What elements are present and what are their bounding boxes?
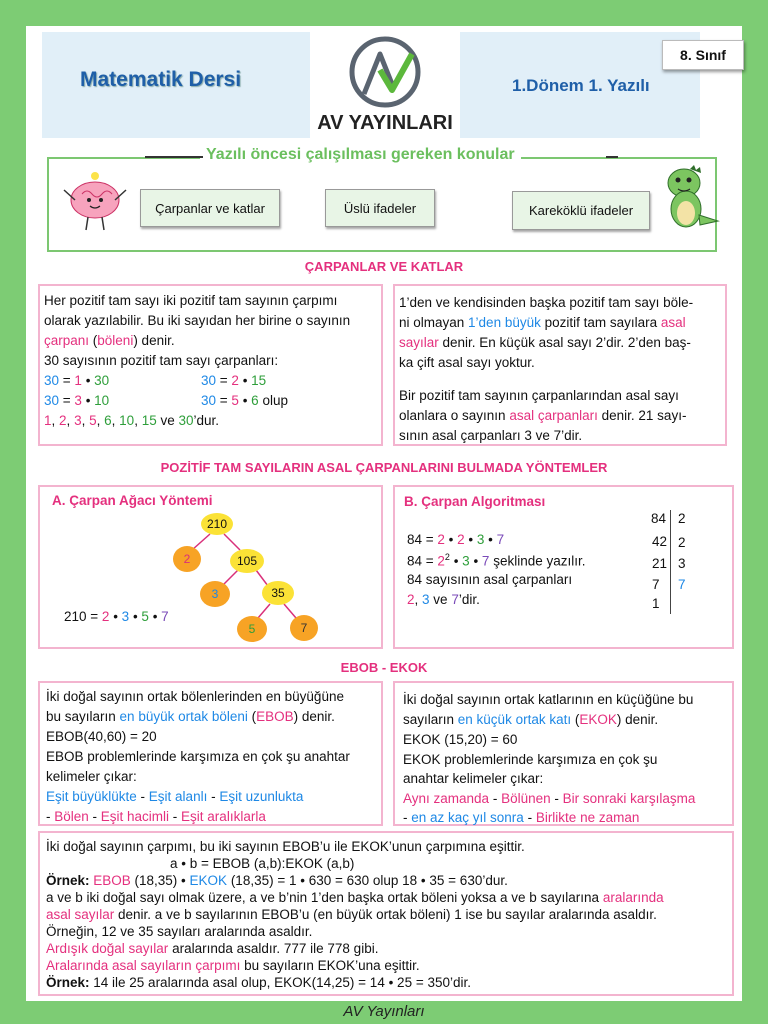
- keyword: Eşit hacimli: [100, 809, 170, 824]
- term-asal-carpanlari: asal çarpanları: [509, 408, 598, 423]
- carpanlar-left-line-2: olarak yazılabilir. Bu iki sayıdan her birine o sayının: [44, 313, 351, 328]
- logo-text: AV YAYINLARI: [317, 112, 453, 134]
- division-right-3: 3: [678, 556, 686, 571]
- bottom-line-8: [46, 958, 420, 973]
- op: =: [59, 373, 75, 388]
- tree-equation: [64, 609, 169, 624]
- text-fragment: olanlara o sayının: [399, 408, 510, 423]
- text-fragment: ) denir.: [616, 712, 659, 727]
- op: •: [444, 532, 458, 547]
- algo-line-2: [407, 552, 585, 569]
- text-fragment: (18,35) •: [130, 873, 190, 888]
- num: 3: [74, 413, 82, 428]
- num: 5: [231, 393, 239, 408]
- num: 15: [251, 373, 267, 388]
- text-fragment: bu sayıların: [46, 709, 120, 724]
- op: -: [550, 791, 563, 806]
- tree-method-title: A. Çarpan Ağacı Yöntemi: [52, 493, 213, 508]
- num: 2: [101, 609, 110, 624]
- tree-node-210: 210: [201, 513, 233, 535]
- ebob-keywords-2: [46, 809, 266, 824]
- text-fragment: aralarında asaldır. 777 ile 778 gibi.: [168, 941, 379, 956]
- keyword: Eşit aralıklarla: [181, 809, 266, 824]
- op: •: [109, 609, 122, 624]
- term-aralarinda: aralarında: [602, 890, 664, 905]
- example-label: Örnek:: [46, 975, 90, 990]
- ekok-line-5: anahtar kelimeler çıkar:: [403, 771, 544, 786]
- term-ebob: EBOB: [93, 873, 131, 888]
- footer-publisher: AV Yayınları: [343, 1003, 425, 1020]
- algo-line-1: [407, 532, 504, 547]
- text-fragment: bu sayıların EKOK’una eşittir.: [240, 958, 420, 973]
- text-fragment: (: [247, 709, 257, 724]
- ebob-line-4: EBOB problemlerinde karşımıza en çok şu anahtar: [46, 749, 350, 764]
- section-title-yontemler: POZİTİF TAM SAYILARIN ASAL ÇARPANLARINI BULMADA YÖNTEMLER: [160, 460, 608, 475]
- num: 3: [462, 553, 470, 569]
- text-fragment: denir. a ve b sayılarının EBOB’u (en büyük ortak böleni) 1 ise bu sayılar aralarında asaldır.: [114, 907, 657, 922]
- op: •: [148, 609, 162, 624]
- num: 7: [481, 553, 490, 569]
- op: ve: [429, 592, 452, 607]
- exam-title: 1.Dönem 1. Yazılı: [512, 76, 650, 95]
- keyword: Eşit alanlı: [148, 789, 208, 804]
- num: 2: [437, 532, 445, 547]
- term-asal: asal: [660, 315, 686, 330]
- text-fragment: (18,35) = 1 • 630 = 630 olup 18 • 35 = 630’dur.: [227, 873, 508, 888]
- num: 7: [496, 532, 505, 547]
- ekok-line-2: [403, 712, 658, 727]
- algo-line-3: 84 sayısının asal çarpanları: [407, 572, 573, 587]
- op: -: [523, 810, 536, 825]
- text-fragment: pozitif tam sayılara: [540, 315, 661, 330]
- bottom-line-5: [46, 907, 657, 922]
- division-divider: [670, 510, 671, 614]
- ekok-line-3: EKOK (15,20) = 60: [403, 732, 518, 747]
- text-fragment: 14 ile 25 aralarında asal olup, EKOK(14,25) = 14 • 25 = 350’dir.: [89, 975, 471, 990]
- bottom-line-1: İki doğal sayının çarpımı, bu iki sayının EBOB’u ile EKOK’unun çarpımına eşittir.: [46, 839, 525, 854]
- division-left-3: 21: [652, 556, 668, 571]
- ebob-keywords-1: [46, 789, 303, 804]
- keyword: Aynı zamanda: [403, 791, 490, 806]
- ebob-line-5: kelimeler çıkar:: [46, 769, 137, 784]
- term-ekok-full: en küçük ortak katı: [457, 712, 572, 727]
- text-fragment: ) denir.: [293, 709, 335, 724]
- ekok-keywords-2: [403, 810, 639, 825]
- term-ekok: EKOK: [579, 712, 617, 727]
- grade-badge: 8. Sınıf: [662, 40, 744, 70]
- num: 84 =: [407, 553, 438, 569]
- op: -: [207, 789, 220, 804]
- op: olup: [258, 393, 288, 408]
- num: 3: [422, 592, 430, 607]
- op: ,: [66, 413, 75, 428]
- keyword: Eşit büyüklükte: [46, 789, 137, 804]
- tree-node-105: 105: [230, 549, 264, 573]
- bottom-example-1: [46, 873, 508, 888]
- asal-line-1: 1’den ve kendisinden başka pozitif tam sayı böle-: [399, 295, 694, 310]
- topic-chip-2: Üslü ifadeler: [325, 189, 435, 227]
- keyword: Birlikte ne zaman: [535, 810, 640, 825]
- op: ,: [81, 413, 90, 428]
- num: 30: [201, 393, 217, 408]
- asal-line-5: Bir pozitif tam sayının çarpanlarından asal sayı: [399, 388, 679, 403]
- bottom-example-2: [46, 975, 471, 990]
- division-left-5: 1: [652, 596, 660, 611]
- op: -: [489, 791, 502, 806]
- op: -: [169, 809, 182, 824]
- asal-line-7: sının asal çarpanları 3 ve 7’dir.: [399, 428, 583, 443]
- algo-line-4: [407, 592, 480, 607]
- num: 2: [457, 532, 465, 547]
- op: ,: [96, 413, 105, 428]
- ebob-line-3: EBOB(40,60) = 20: [46, 729, 157, 744]
- term-birden-buyuk: 1’den büyük: [468, 315, 541, 330]
- op: •: [238, 373, 252, 388]
- ebob-line-2: [46, 709, 335, 724]
- ekok-line-1: İki doğal sayının ortak katlarının en küçüğüne bu: [403, 692, 694, 707]
- division-right-1: 2: [678, 511, 686, 526]
- op: •: [469, 553, 482, 569]
- term-ebob: EBOB: [256, 709, 294, 724]
- op: =: [59, 393, 75, 408]
- ekok-keywords-1: [403, 791, 695, 806]
- term-ardisik: Ardışık doğal sayılar: [46, 941, 169, 956]
- num: 30: [44, 373, 60, 388]
- num: 30: [178, 413, 194, 428]
- num: 2: [231, 373, 239, 388]
- num: 210 =: [64, 609, 102, 624]
- tree-node-3: 3: [200, 581, 230, 607]
- keyword: Bölünen: [501, 791, 551, 806]
- num: 84 =: [407, 532, 438, 547]
- text-fragment: denir. 21 sayı-: [597, 408, 687, 423]
- num: 1: [74, 373, 82, 388]
- op: ve: [156, 413, 179, 428]
- op: •: [81, 373, 95, 388]
- num: 6: [251, 393, 259, 408]
- algorithm-title: B. Çarpan Algoritması: [404, 494, 546, 509]
- num: 2: [437, 553, 445, 569]
- op: -: [46, 809, 55, 824]
- num: 2: [407, 592, 415, 607]
- num: 10: [119, 413, 135, 428]
- bottom-line-7: [46, 941, 378, 956]
- topic-chip-3: Kareköklü ifadeler: [512, 191, 650, 230]
- text-fragment: (: [89, 333, 98, 348]
- ebob-line-1: İki doğal sayının ortak bölenlerinden en büyüğüne: [46, 689, 344, 704]
- num: 15: [141, 413, 157, 428]
- op: =: [216, 373, 232, 388]
- op: =: [216, 393, 232, 408]
- asal-line-4: ka çift asal sayı yoktur.: [399, 355, 535, 370]
- text-fragment: ni olmayan: [399, 315, 469, 330]
- op: ’dur.: [193, 413, 220, 428]
- text-fragment: (: [571, 712, 580, 727]
- text-fragment: ) denir.: [133, 333, 175, 348]
- num: 3: [476, 532, 485, 547]
- text-fragment: şeklinde yazılır.: [489, 553, 586, 569]
- op: •: [449, 553, 463, 569]
- tree-node-5: 5: [237, 616, 267, 642]
- section-title-carpanlar: ÇARPANLAR VE KATLAR: [304, 259, 464, 274]
- division-left-1: 84: [651, 511, 667, 526]
- num: 30: [201, 373, 217, 388]
- carpanlar-left-line-4: 30 sayısının pozitif tam sayı çarpanları:: [44, 353, 279, 368]
- text-fragment: denir. En küçük asal sayı 2’dir. 2’den baş-: [438, 335, 691, 350]
- num: 30: [44, 393, 60, 408]
- division-left-4: 7: [652, 577, 660, 592]
- keyword: Bölen: [54, 809, 89, 824]
- op: ,: [414, 592, 423, 607]
- num: 30: [94, 373, 110, 388]
- tree-node-2: 2: [173, 546, 201, 572]
- text-fragment: sayıların: [403, 712, 458, 727]
- num: 2: [59, 413, 67, 428]
- keyword: Eşit uzunlukta: [219, 789, 304, 804]
- carpanlar-left-line-1: Her pozitif tam sayı iki pozitif tam sayının çarpımı: [44, 293, 338, 308]
- bottom-line-4: [46, 890, 664, 905]
- section-title-ebob-ekok: EBOB - EKOK: [340, 660, 428, 675]
- num: 10: [94, 393, 110, 408]
- topics-title: Yazılı öncesi çalışılması gereken konular: [200, 146, 521, 164]
- num: 1: [44, 413, 52, 428]
- num: 3: [74, 393, 82, 408]
- division-right-2: 2: [678, 535, 686, 550]
- tree-node-35: 35: [262, 581, 294, 605]
- op: •: [129, 609, 142, 624]
- op: ’dir.: [458, 592, 480, 607]
- op: ,: [51, 413, 60, 428]
- topic-chip-1: Çarpanlar ve katlar: [140, 189, 280, 227]
- term-aralarinda-asal-carpimi: Aralarında asal sayıların çarpımı: [46, 958, 241, 973]
- op: ,: [111, 413, 120, 428]
- num: 7: [161, 609, 169, 624]
- num: 6: [104, 413, 112, 428]
- bottom-line-6: Örneğin, 12 ve 35 sayıları aralarında asaldır.: [46, 924, 313, 939]
- example-label: Örnek:: [46, 873, 94, 888]
- op: •: [81, 393, 95, 408]
- term-asal-sayilar: asal sayılar: [46, 907, 115, 922]
- ekok-line-4: EKOK problemlerinde karşımıza en çok şu: [403, 752, 658, 767]
- term-ebob-full: en büyük ortak böleni: [119, 709, 248, 724]
- num: 7: [451, 592, 459, 607]
- subject-title: Matematik Dersi: [80, 68, 242, 91]
- term-sayilar: sayılar: [399, 335, 439, 350]
- num: 5: [89, 413, 97, 428]
- keyword: Bir sonraki karşılaşma: [562, 791, 696, 806]
- op: •: [238, 393, 252, 408]
- num: 3: [121, 609, 130, 624]
- division-left-2: 42: [652, 534, 668, 549]
- term-carpani: çarpanı: [44, 333, 90, 348]
- tree-node-7: 7: [290, 615, 318, 641]
- division-right-4: 7: [678, 577, 686, 592]
- num: 5: [141, 609, 149, 624]
- op: -: [88, 809, 101, 824]
- text-fragment: a ve b iki doğal sayı olmak üzere, a ve b’nin 1’den başka ortak böleni yoksa a ve b sayılarına: [46, 890, 603, 905]
- term-ekok: EKOK: [189, 873, 228, 888]
- op: -: [136, 789, 149, 804]
- op: ,: [134, 413, 142, 428]
- op: -: [403, 810, 412, 825]
- op: •: [484, 532, 497, 547]
- bottom-formula: a • b = EBOB (a,b):EKOK (a,b): [170, 856, 355, 871]
- op: •: [464, 532, 477, 547]
- exponent: 2: [444, 552, 450, 562]
- term-boleni: böleni: [97, 333, 134, 348]
- keyword: en az kaç yıl sonra: [411, 810, 524, 825]
